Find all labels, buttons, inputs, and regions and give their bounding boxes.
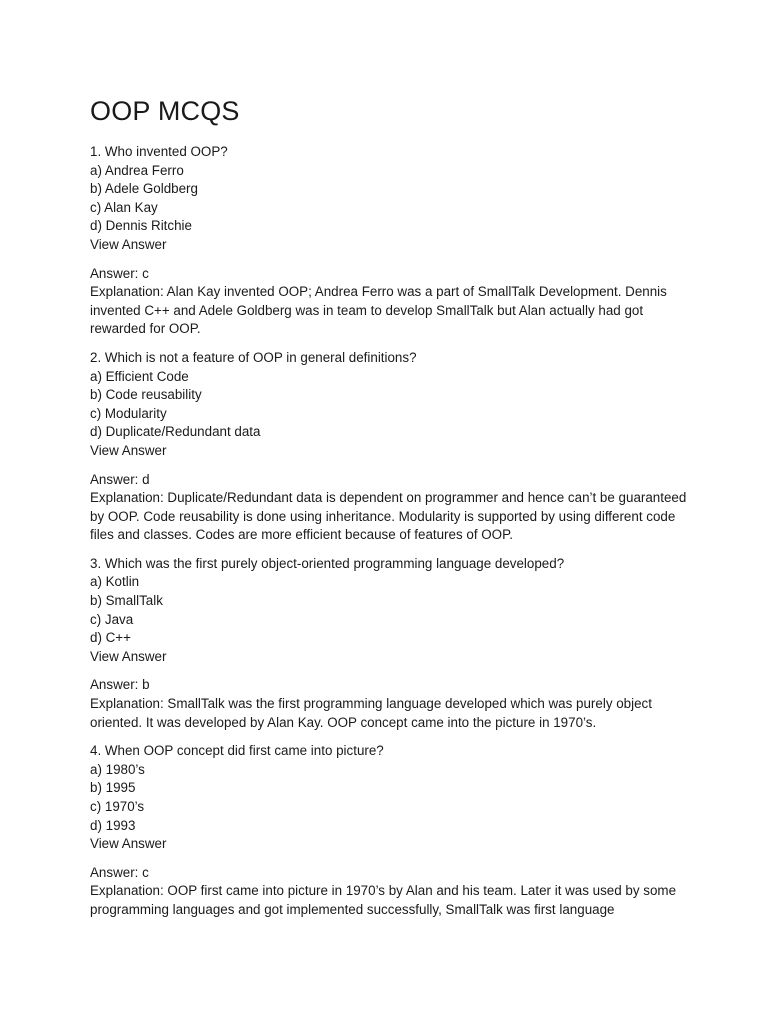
question-text: 1. Who invented OOP? xyxy=(90,144,228,159)
option-d: d) C++ xyxy=(90,630,131,646)
answer-text: Answer: d xyxy=(90,471,150,487)
view-answer-link[interactable]: View Answer xyxy=(90,648,167,664)
question-block-2 xyxy=(90,349,690,461)
answer-block-4 xyxy=(90,864,690,920)
answer-block-3 xyxy=(90,676,690,732)
option-c: c) 1970’s xyxy=(90,799,145,814)
explanation-text: Explanation: Duplicate/Redundant data is dependent on programmer and hence can’t be guaranteed by OOP. Code reusability is done using inheritance. Modularity is supported by using different code files and classes. Codes are more efficient because of features of OOP. xyxy=(90,490,687,543)
option-b: b) SmallTalk xyxy=(90,593,163,609)
question-block-4 xyxy=(90,742,690,854)
option-d: d) Duplicate/Redundant data xyxy=(90,424,261,440)
answer-block-1 xyxy=(90,265,690,339)
question-text: 3. Which was the first purely object-oriented programming language developed? xyxy=(90,555,565,571)
option-d: d) 1993 xyxy=(90,817,136,833)
explanation-text: Explanation: SmallTalk was the first programming language developed which was purely object oriented. It was developed by Alan Kay. OOP concept came into the picture in 1970’s. xyxy=(90,696,652,730)
option-d: d) Dennis Ritchie xyxy=(90,218,192,234)
question-text: 4. When OOP concept did first came into picture? xyxy=(90,743,384,759)
answer-block-2 xyxy=(90,471,690,545)
question-text: 2. Which is not a feature of OOP in general definitions? xyxy=(90,349,417,365)
option-a: a) Efficient Code xyxy=(90,368,189,384)
option-b: b) 1995 xyxy=(90,780,136,796)
option-a: a) Kotlin xyxy=(90,574,140,590)
question-block-1 xyxy=(90,143,690,255)
answer-text: Answer: b xyxy=(90,677,150,693)
explanation-text: Explanation: OOP first came into picture in 1970’s by Alan and his team. Later it was used by some programming languages and got implemented successfully, SmallTalk was first language xyxy=(90,883,677,917)
option-a: a) Andrea Ferro xyxy=(90,162,184,178)
option-b: b) Adele Goldberg xyxy=(90,181,198,197)
view-answer-link[interactable]: View Answer xyxy=(90,836,167,852)
explanation-text: Explanation: Alan Kay invented OOP; Andrea Ferro was a part of SmallTalk Development. Dennis invented C++ and Adele Goldberg was in team to develop SmallTalk but Alan actually had got rewarded for OOP. xyxy=(90,284,667,337)
question-block-3 xyxy=(90,555,690,667)
option-b: b) Code reusability xyxy=(90,387,202,403)
view-answer-link[interactable]: View Answer xyxy=(90,442,167,458)
document-page xyxy=(90,96,690,930)
option-c: c) Java xyxy=(90,611,134,627)
option-c: c) Alan Kay xyxy=(90,199,158,215)
option-c: c) Modularity xyxy=(90,405,167,421)
option-a: a) 1980’s xyxy=(90,761,145,777)
answer-text: Answer: c xyxy=(90,265,149,281)
view-answer-link[interactable]: View Answer xyxy=(90,236,167,252)
answer-text: Answer: c xyxy=(90,864,149,880)
page-title: OOP MCQS xyxy=(90,96,240,126)
